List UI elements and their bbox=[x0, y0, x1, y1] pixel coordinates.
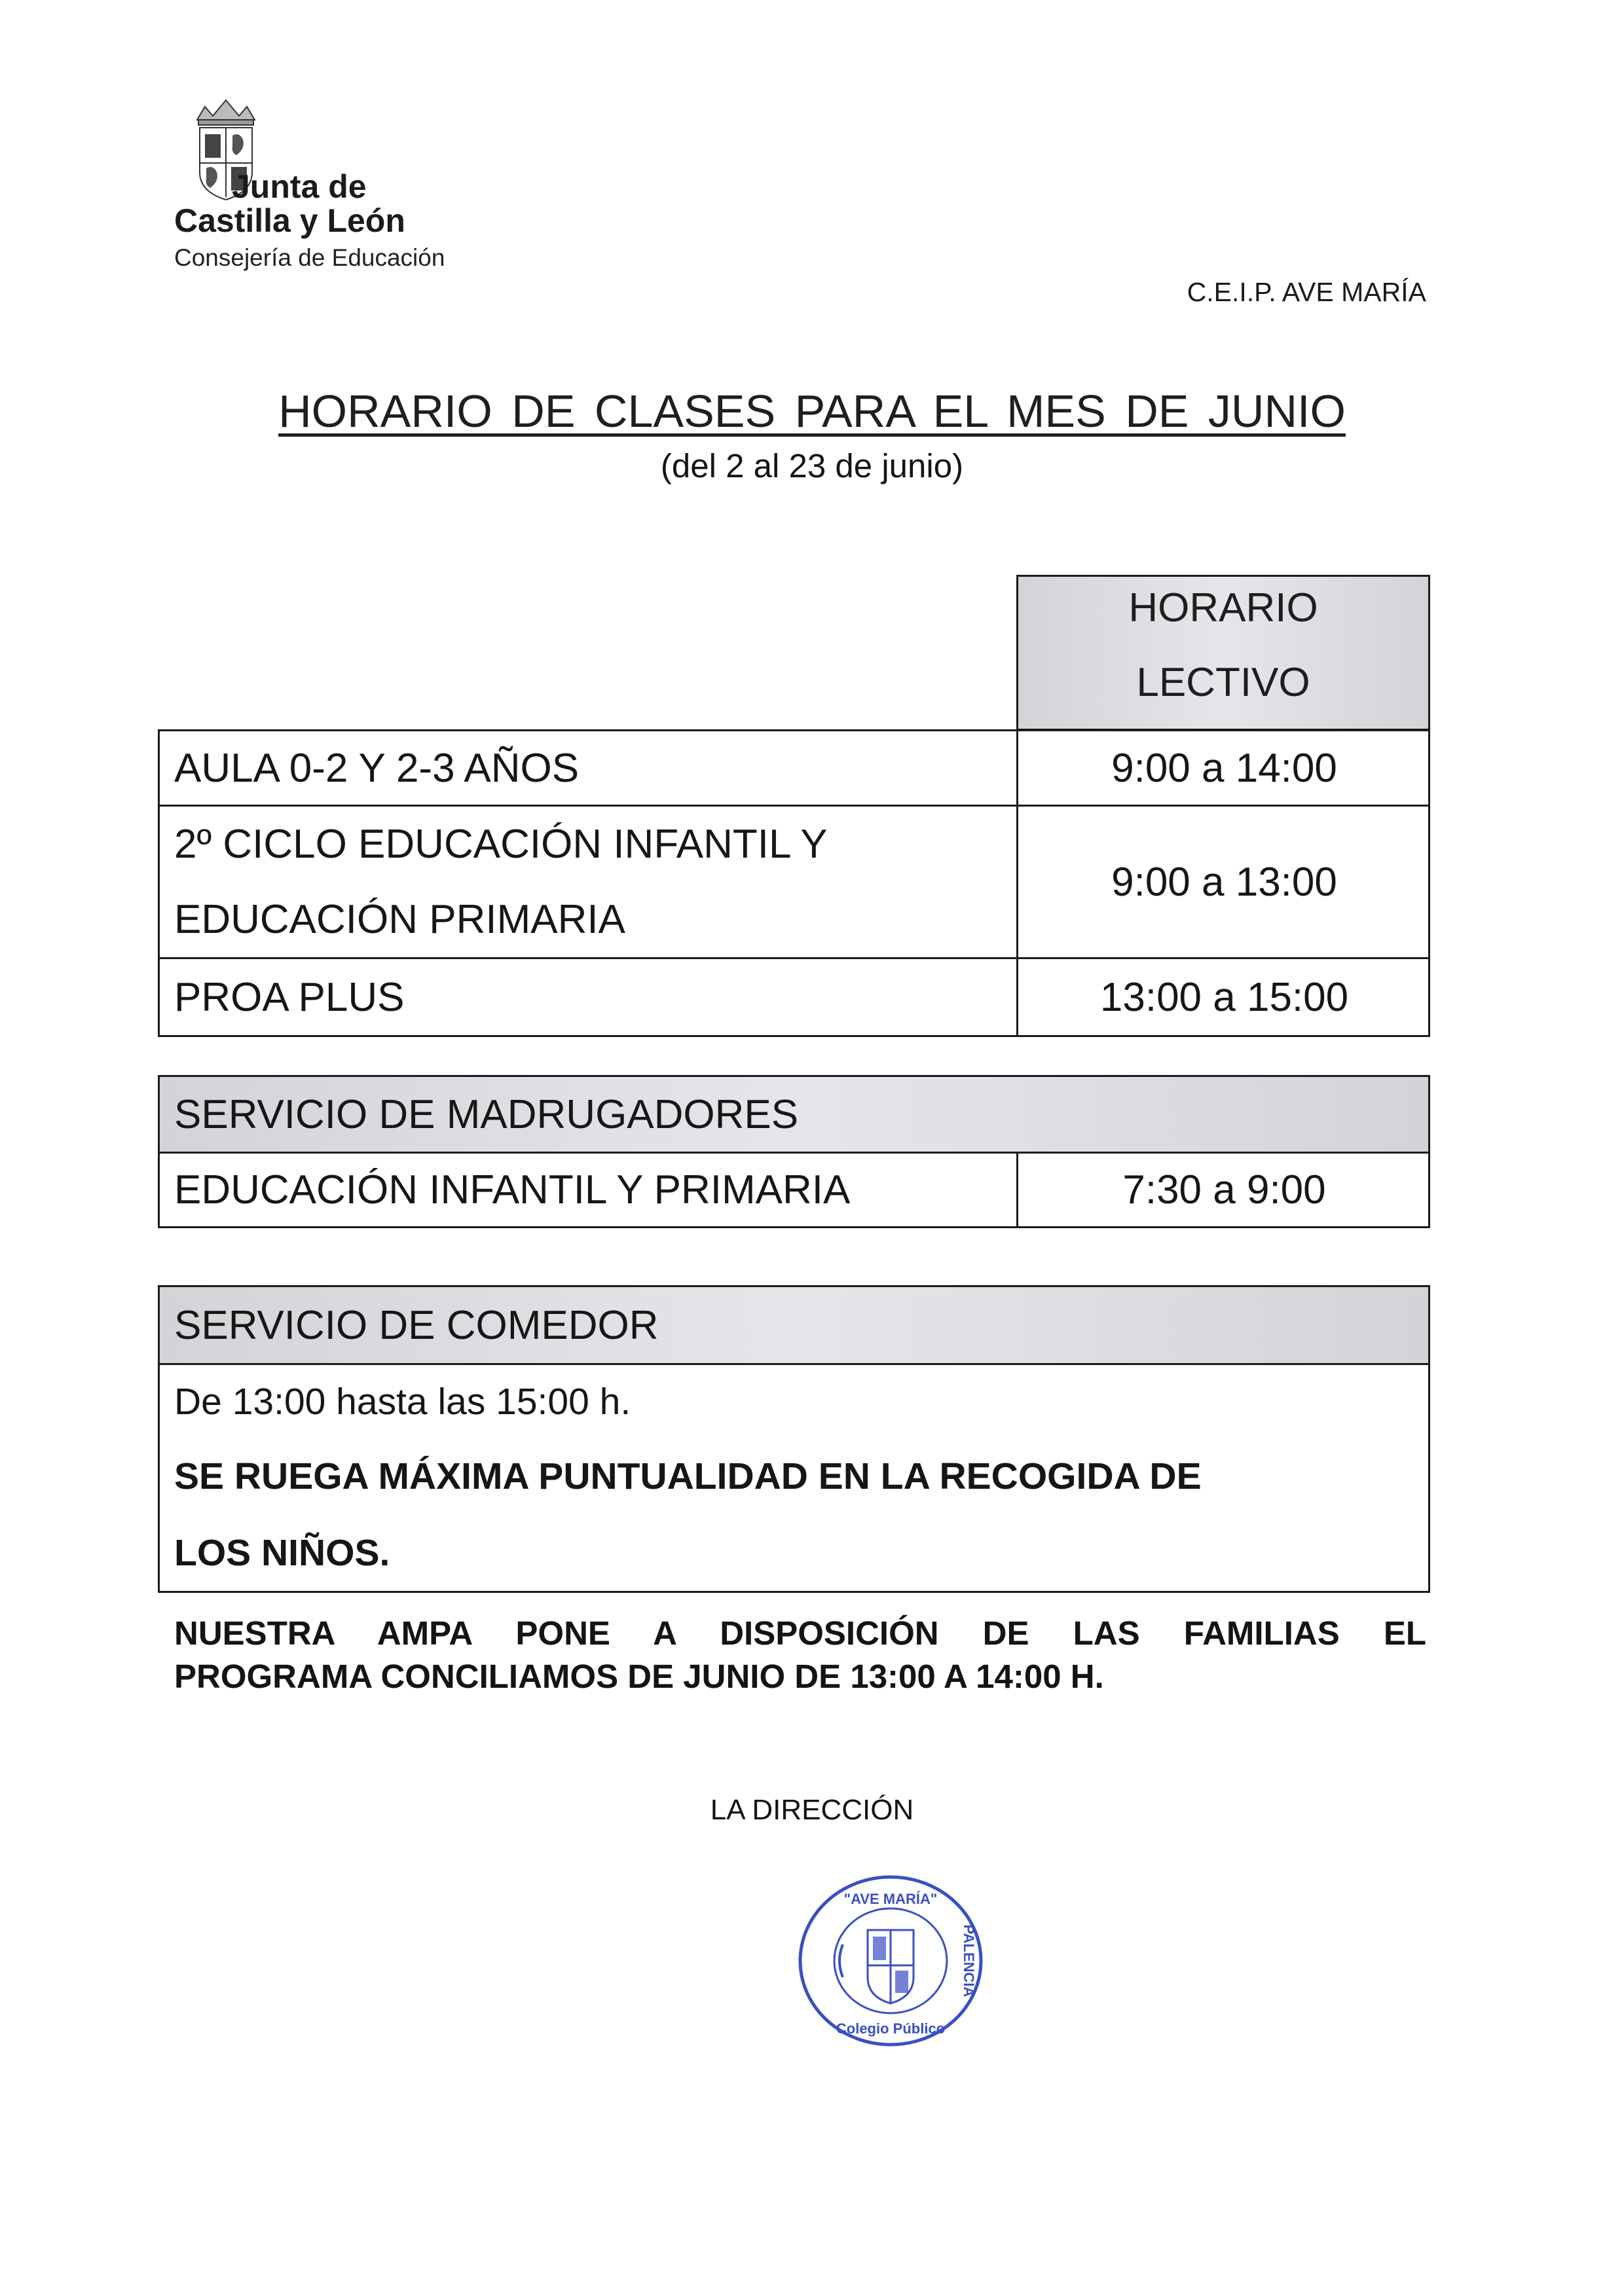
table-row-time: 9:00 a 14:00 bbox=[1111, 745, 1337, 791]
org-name-line1: Junta de bbox=[232, 168, 367, 205]
table-row-label: EDUCACIÓN PRIMARIA bbox=[174, 897, 625, 942]
schedule-table bbox=[158, 729, 1430, 1037]
svg-text:PALENCIA: PALENCIA bbox=[961, 1924, 977, 1997]
madrugadores-heading: SERVICIO DE MADRUGADORES bbox=[160, 1077, 1428, 1152]
org-name-line2: Castilla y León bbox=[174, 202, 405, 239]
page-subtitle: (del 2 al 23 de junio) bbox=[660, 447, 964, 484]
madrugadores-time: 7:30 a 9:00 bbox=[1122, 1167, 1326, 1212]
schedule-header-line2: LECTIVO bbox=[1136, 660, 1310, 705]
comedor-notice-line2: LOS NIÑOS. bbox=[174, 1531, 390, 1574]
school-stamp-icon bbox=[796, 1872, 986, 2049]
madrugadores-label: EDUCACIÓN INFANTIL Y PRIMARIA bbox=[174, 1167, 851, 1212]
schedule-header-cell bbox=[1016, 575, 1430, 731]
svg-text:Colegio Público: Colegio Público bbox=[836, 2020, 946, 2037]
comedor-notice-line1: SE RUEGA MÁXIMA PUNTUALIDAD EN LA RECOGIDA DE bbox=[174, 1455, 1202, 1497]
table-row-label: 2º CICLO EDUCACIÓN INFANTIL Y bbox=[174, 822, 828, 867]
madrugadores-table bbox=[158, 1075, 1430, 1228]
ampa-notice-line1: NUESTRA AMPA PONE A DISPOSICIÓN DE LAS FAMILIAS EL bbox=[174, 1614, 1426, 1652]
org-department: Consejería de Educación bbox=[174, 244, 445, 271]
comedor-hours: De 13:00 hasta las 15:00 h. bbox=[174, 1381, 631, 1423]
schedule-header-line1: HORARIO bbox=[1128, 585, 1318, 630]
school-name: C.E.I.P. AVE MARÍA bbox=[1187, 277, 1426, 307]
signoff: LA DIRECCIÓN bbox=[710, 1794, 914, 1826]
comedor-table bbox=[158, 1285, 1430, 1593]
ampa-notice-line2: PROGRAMA CONCILIAMOS DE JUNIO DE 13:00 A 14:00 H. bbox=[174, 1658, 1104, 1695]
svg-text:"AVE MARÍA": "AVE MARÍA" bbox=[843, 1891, 938, 1907]
table-row-label: PROA PLUS bbox=[174, 974, 405, 1020]
table-row-time: 13:00 a 15:00 bbox=[1099, 974, 1349, 1020]
page-title: HORARIO DE CLASES PARA EL MES DE JUNIO bbox=[278, 386, 1346, 437]
comedor-heading: SERVICIO DE COMEDOR bbox=[160, 1287, 1428, 1363]
table-row-time: 9:00 a 13:00 bbox=[1111, 859, 1337, 905]
table-row-label: AULA 0-2 Y 2-3 AÑOS bbox=[174, 745, 580, 791]
